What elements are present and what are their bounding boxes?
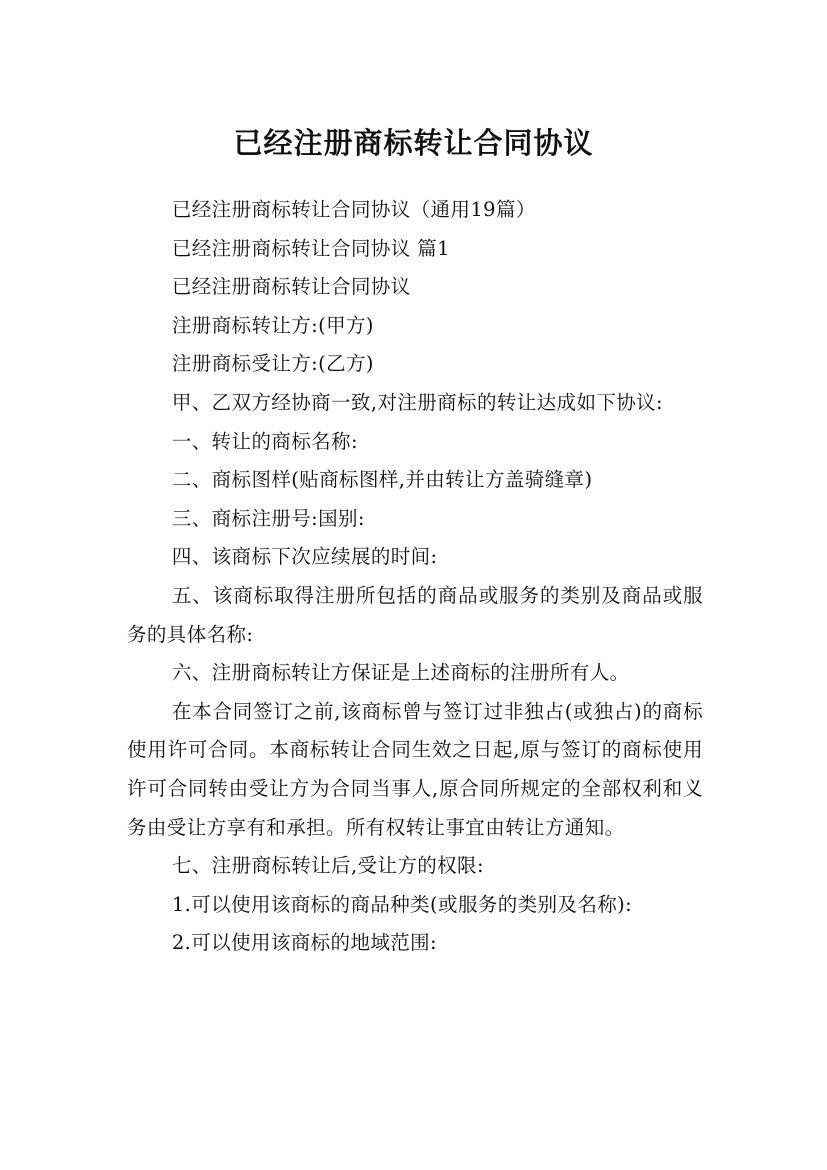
paragraph-agreement-intro: 甲、乙双方经协商一致,对注册商标的转让达成如下协议: — [171, 390, 664, 414]
document-title: 已经注册商标转让合同协议 — [233, 126, 594, 161]
paragraph-contract-name: 已经注册商标转让合同协议 — [171, 275, 411, 299]
paragraph-heading-article-1: 已经注册商标转让合同协议 篇1 — [171, 236, 450, 260]
paragraph-clause-4: 四、该商标下次应续展的时间: — [171, 545, 438, 569]
paragraph-clause-1: 一、转让的商标名称: — [171, 429, 358, 453]
paragraph-clause-2: 二、商标图样(贴商标图样,并由转让方盖骑缝章) — [171, 468, 593, 492]
paragraph-clause-7-item-1: 1.可以使用该商标的商品种类(或服务的类别及名称): — [171, 892, 633, 916]
paragraph-transferee: 注册商标受让方:(乙方) — [171, 352, 374, 376]
paragraph-heading-collection: 已经注册商标转让合同协议（通用19篇） — [171, 198, 536, 221]
paragraph-clause-5: 五、该商标取得注册所包括的商品或服务的类别及商品或服务的具体名称: — [127, 583, 703, 646]
paragraph-license-terms: 在本合同签订之前,该商标曾与签订过非独占(或独占)的商标使用许可合同。本商标转让合同生效之日起,原与签订的商标使用许可合同转由受让方为合同当事人,原合同所规定的全部权利和义务由受让方享有和承担。所有权转让事宜由转让方通知。 — [127, 699, 703, 839]
paragraph-clause-3: 三、商标注册号:国别: — [171, 506, 365, 530]
paragraph-clause-7-item-2: 2.可以使用该商标的地域范围: — [171, 931, 438, 955]
paragraph-clause-6: 六、注册商标转让方保证是上述商标的注册所有人。 — [171, 661, 630, 685]
paragraph-clause-7: 七、注册商标转让后,受让方的权限: — [171, 854, 484, 878]
document-body — [127, 191, 703, 963]
paragraph-transferor: 注册商标转让方:(甲方) — [171, 313, 374, 337]
